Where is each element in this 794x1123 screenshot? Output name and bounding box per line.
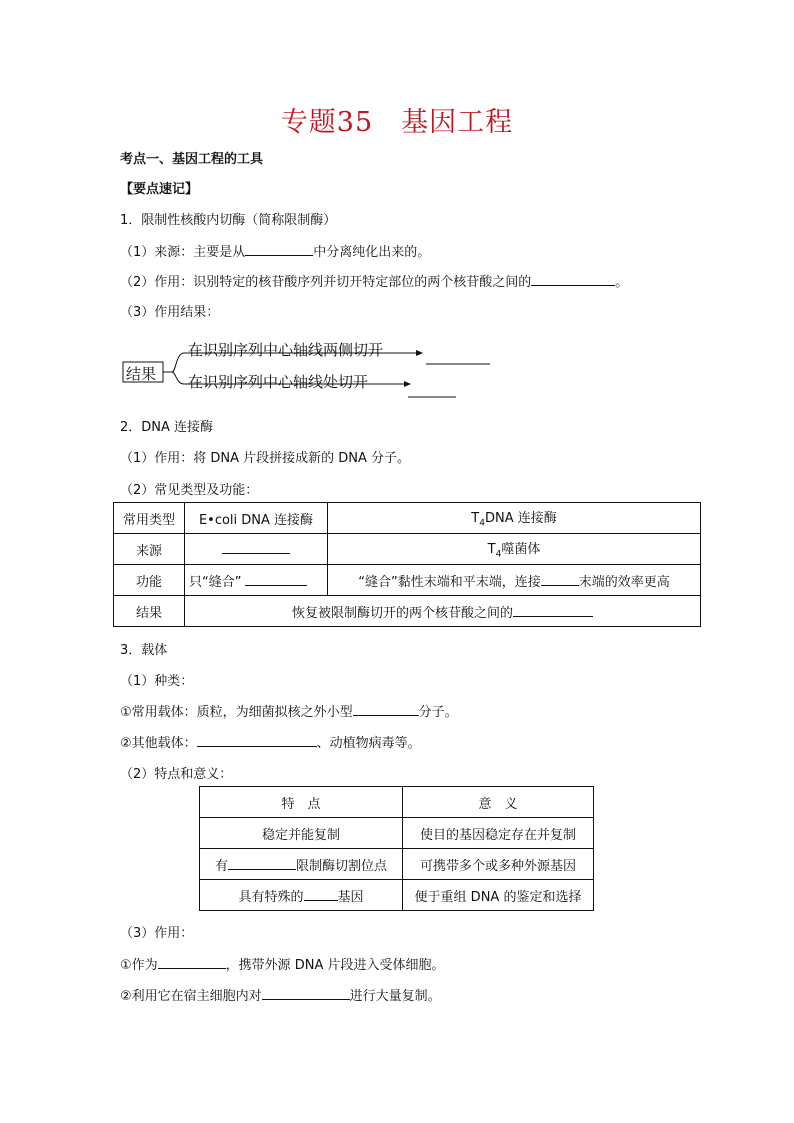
t4-prefix: T (471, 511, 480, 527)
arrow-head-2 (404, 381, 411, 387)
marker-pre: 具有特殊的 (238, 889, 304, 905)
item3-other-post: 、动植物病毒等。 (316, 736, 421, 751)
ecoli-function-text: 只“缝合” (189, 574, 242, 590)
table-row (200, 818, 594, 849)
item3-role2 (120, 985, 441, 1004)
table-row (114, 534, 701, 565)
role1-post: ，携带外源 DNA 片段进入受体细胞。 (225, 958, 445, 973)
item3-role: （3）作用： (120, 926, 194, 941)
table-cell: 来源 (114, 534, 185, 565)
item3-role1 (120, 954, 445, 973)
table-row (114, 565, 701, 596)
t4-function-post: 末端的效率更高 (578, 574, 670, 590)
page-title: 专题35 基因工程 (280, 107, 514, 138)
item1-source-pre: （1）来源：主要是从 (120, 245, 246, 260)
blank-function (531, 273, 615, 286)
item1-heading: 1．限制性核酸内切酶（简称限制酶） (120, 213, 337, 228)
sites-post: 限制酶切割位点 (296, 858, 388, 874)
blank-other (197, 734, 317, 747)
table-cell (328, 534, 701, 565)
blank-common (353, 703, 419, 716)
table-row (200, 880, 594, 911)
sites-pre: 有 (214, 858, 228, 874)
table-cell: 意 义 (403, 787, 594, 818)
table-row (114, 503, 701, 534)
blank-t4-function (541, 573, 579, 586)
table-cell (200, 880, 403, 911)
t4-suffix: DNA 连接酶 (484, 511, 557, 527)
blank-source (245, 243, 313, 256)
blank-sites (228, 857, 296, 870)
result-box-label: 结果 (126, 365, 157, 383)
blank-ecoli-function (245, 573, 307, 586)
table-cell (185, 565, 328, 596)
item1-function (120, 271, 628, 290)
table-cell (200, 849, 403, 880)
item2-heading: 2．DNA 连接酶 (120, 420, 214, 435)
role2-pre: ②利用它在宿主细胞内对 (120, 989, 262, 1004)
item3-other-pre: ②其他载体： (120, 736, 197, 751)
table-row (200, 849, 594, 880)
item1-source-post: 中分离纯化出来的。 (313, 245, 431, 260)
table-cell (185, 596, 701, 627)
table-cell (328, 565, 701, 596)
blank-role1 (158, 956, 226, 969)
table-cell: 使目的基因稳定存在并复制 (403, 818, 594, 849)
table-cell (185, 534, 328, 565)
section-heading: 考点一、基因工程的工具 (120, 152, 264, 167)
table-cell: 可携带多个或多种外源基因 (403, 849, 594, 880)
table-cell: 结果 (114, 596, 185, 627)
blank-role2 (262, 987, 350, 1000)
memo-heading: 【要点速记】 (120, 182, 199, 197)
item3-common (120, 701, 458, 720)
table-cell (328, 503, 701, 534)
item3-features: （2）特点和意义： (120, 767, 233, 782)
item1-result-label: （3）作用结果： (120, 305, 220, 320)
item3-common-post: 分子。 (418, 705, 458, 720)
result-branch1-label: 在识别序列中心轴线两侧切开 (188, 341, 384, 359)
item1-function-post: 。 (615, 275, 629, 290)
blank-ecoli-source (222, 541, 290, 554)
t4-function-pre: “缝合”黏性末端和平末端，连接 (358, 574, 541, 590)
table-cell: 特 点 (200, 787, 403, 818)
item1-source (120, 241, 430, 260)
table-row (200, 787, 594, 818)
table-cell: 常用类型 (114, 503, 185, 534)
table-row (114, 596, 701, 627)
t4-subscript: 4 (495, 549, 502, 560)
item3-other (120, 732, 421, 751)
table-cell: E•coli DNA 连接酶 (185, 503, 328, 534)
role1-pre: ①作为 (120, 958, 158, 973)
blank-result (513, 604, 593, 617)
item3-kinds: （1）种类： (120, 674, 194, 689)
item2-function: （1）作用：将 DNA 片段拼接成新的 DNA 分子。 (120, 451, 411, 466)
table-cell: 便于重组 DNA 的鉴定和选择 (403, 880, 594, 911)
table-cell: 稳定并能复制 (200, 818, 403, 849)
item3-common-pre: ①常用载体：质粒，为细菌拟核之外小型 (120, 705, 353, 720)
t4-subscript: 4 (479, 518, 485, 529)
blank-marker (304, 888, 338, 901)
ligase-table (113, 502, 701, 627)
item2-types: （2）常见类型及功能： (120, 483, 259, 498)
result-branch2-label: 在识别序列中心轴线处切开 (188, 373, 369, 391)
result-text: 恢复被限制酶切开的两个核苷酸之间的 (291, 605, 513, 621)
t4-suffix: 噬菌体 (501, 542, 541, 558)
vector-table (199, 786, 594, 911)
role2-post: 进行大量复制。 (349, 989, 441, 1004)
table-cell: 功能 (114, 565, 185, 596)
item1-function-pre: （2）作用：识别特定的核苷酸序列并切开特定部位的两个核苷酸之间的 (120, 275, 532, 290)
t4-prefix: T (487, 542, 496, 558)
item3-heading: 3．载体 (120, 643, 168, 658)
marker-post: 基因 (337, 889, 364, 905)
arrow-head-1 (416, 350, 423, 356)
